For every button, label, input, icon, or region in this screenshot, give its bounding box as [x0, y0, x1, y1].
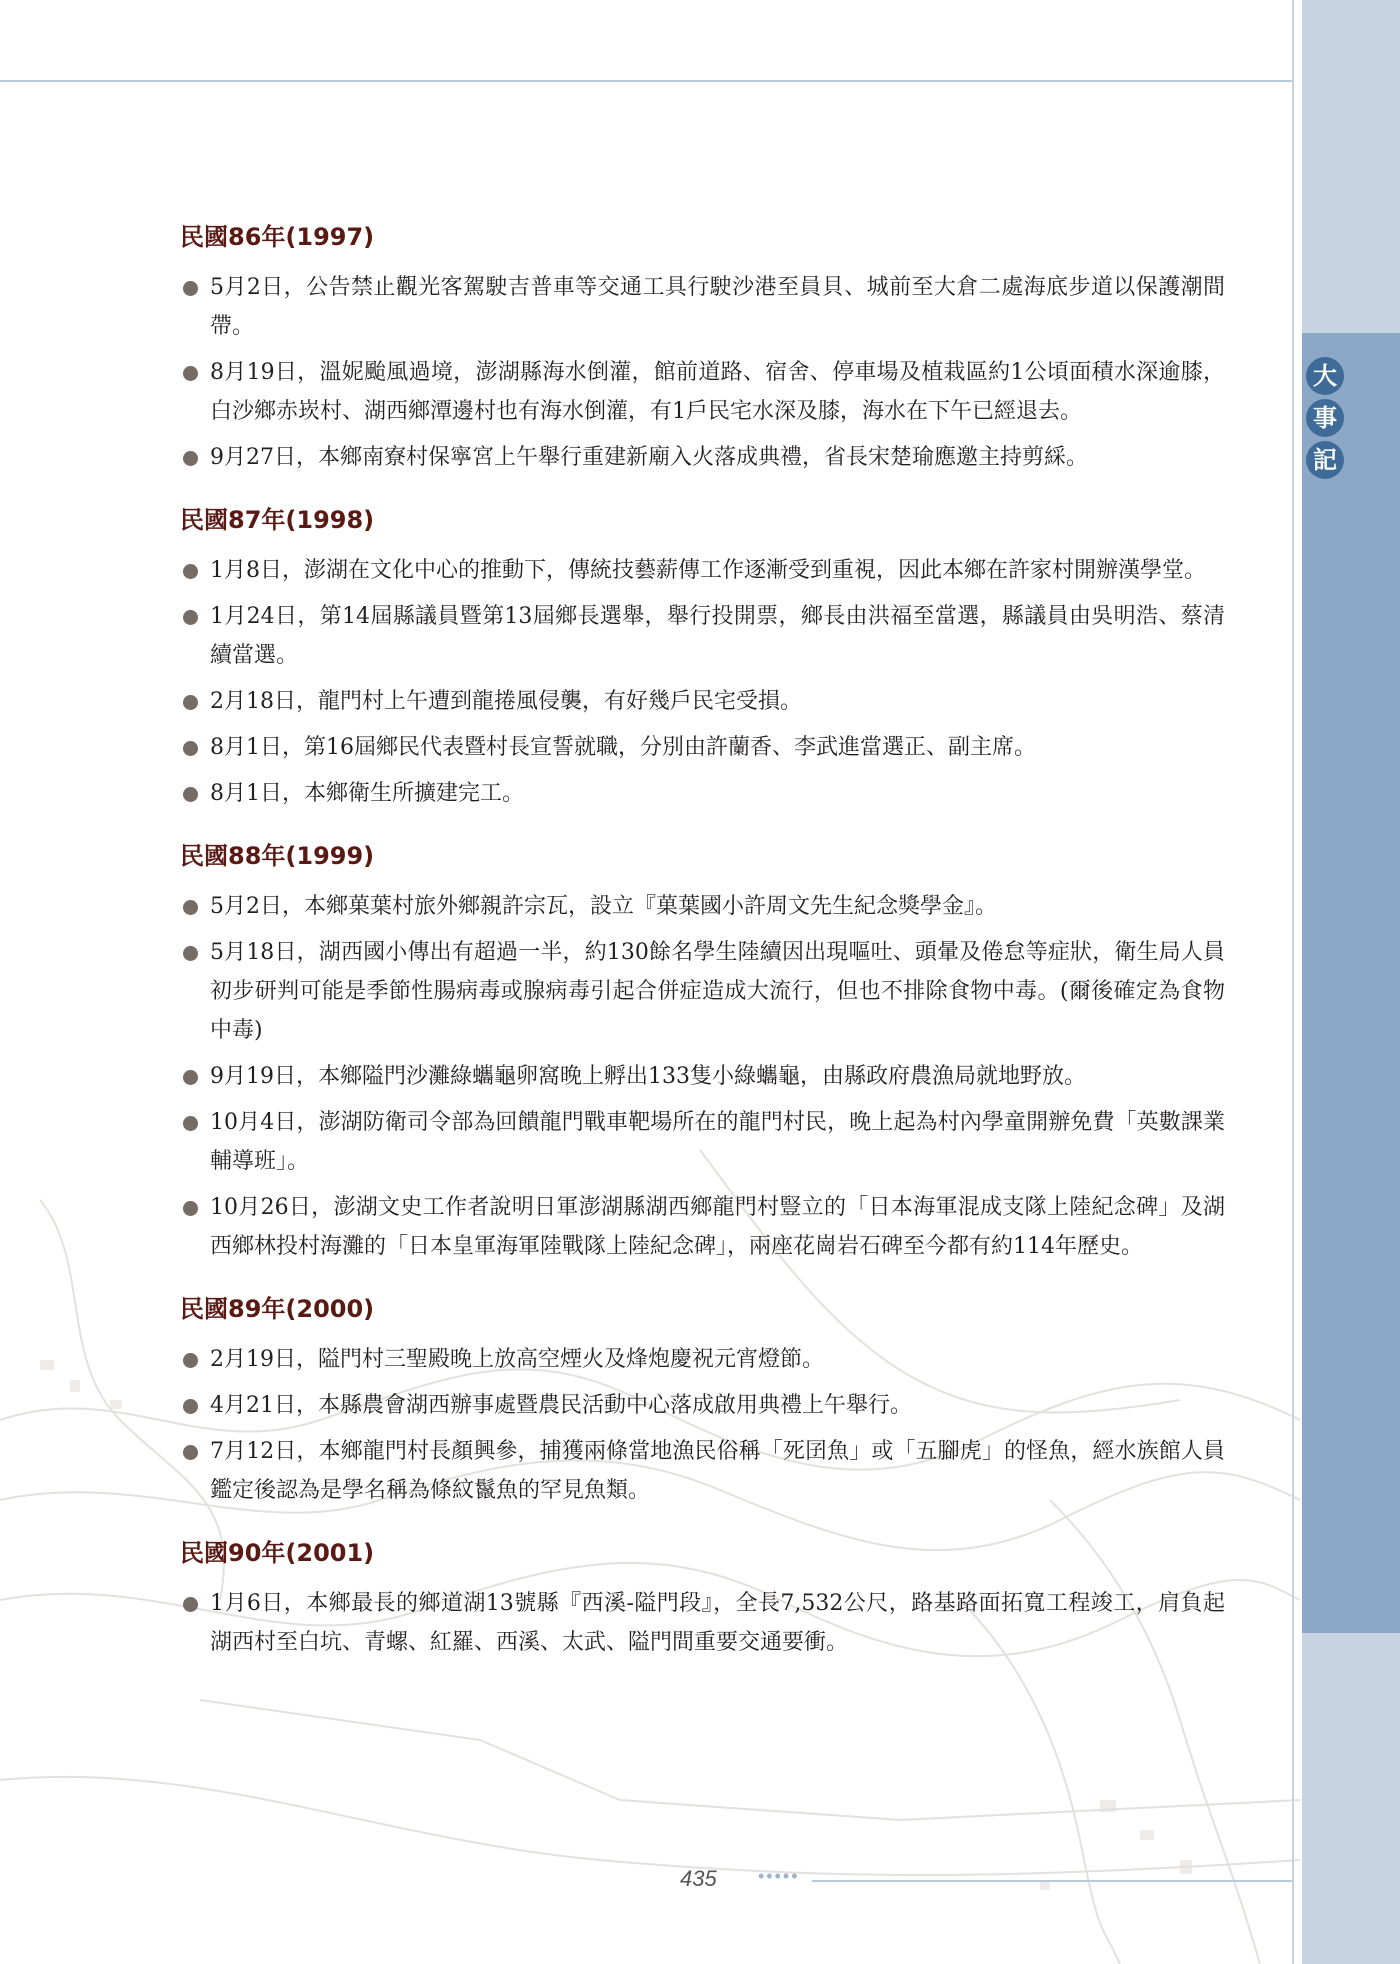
chapter-tab	[1306, 357, 1346, 479]
bullet-icon	[183, 366, 198, 381]
bullet-icon	[183, 695, 198, 710]
list-item	[180, 682, 1225, 721]
entry-text: 10月4日，澎湖防衛司令部為回饋龍門戰車靶場所在的龍門村民，晚上起為村內學童開辦免費「英數課業輔導班」。	[210, 1110, 1225, 1174]
side-panel-highlight	[1302, 333, 1400, 1633]
entry-text: 1月24日，第14屆縣議員暨第13屆鄉長選舉，舉行投開票，鄉長由洪福至當選，縣議員由吳明浩、蔡清續當選。	[210, 604, 1225, 668]
year-section	[180, 1536, 1225, 1662]
entry-text: 8月1日，第16屆鄉民代表暨村長宣誓就職，分別由許蘭香、李武進當選正、副主席。	[210, 735, 1036, 760]
entry-text: 1月6日，本鄉最長的鄉道湖13號縣『西溪-隘門段』，全長7,532公尺，路基路面拓寬工程竣工，肩負起湖西村至白坑、青螺、紅羅、西溪、太武、隘門間重要交通要衝。	[210, 1591, 1225, 1655]
bullet-icon	[183, 1070, 198, 1085]
entry-text: 9月27日，本鄉南寮村保寧宮上午舉行重建新廟入火落成典禮，省長宋楚瑜應邀主持剪綵。	[210, 445, 1088, 470]
entry-text: 8月19日，溫妮颱風過境，澎湖縣海水倒灌，館前道路、宿舍、停車場及植栽區約1公頃面積水深逾膝，白沙鄉赤崁村、湖西鄉潭邊村也有海水倒灌，有1戶民宅水深及膝，海水在下午已經退去。	[210, 360, 1225, 424]
header-rule	[0, 80, 1292, 82]
year-heading: 民國90年(2001)	[180, 1539, 375, 1567]
list-item	[180, 353, 1225, 431]
year-heading: 民國86年(1997)	[180, 223, 375, 251]
chapter-tab-char: 大	[1306, 357, 1344, 395]
bullet-icon	[183, 741, 198, 756]
list-item	[180, 1103, 1225, 1181]
list-item	[180, 1584, 1225, 1662]
bullet-icon	[183, 946, 198, 961]
entry-text: 2月18日，龍門村上午遭到龍捲風侵襲，有好幾戶民宅受損。	[210, 689, 802, 714]
year-heading: 民國87年(1998)	[180, 506, 375, 534]
year-section	[180, 220, 1225, 477]
entry-list	[180, 1584, 1225, 1662]
entry-text: 9月19日，本鄉隘門沙灘綠蠵龜卵窩晚上孵出133隻小綠蠵龜，由縣政府農漁局就地野放。	[210, 1064, 1086, 1089]
footer-dots: •••••	[758, 1866, 800, 1886]
entry-text: 5月2日，本鄉菓葉村旅外鄉親許宗瓦，設立『菓葉國小許周文先生紀念獎學金』。	[210, 894, 997, 919]
entry-text: 4月21日，本縣農會湖西辦事處暨農民活動中心落成啟用典禮上午舉行。	[210, 1393, 912, 1418]
list-item	[180, 1432, 1225, 1510]
footer-rule	[812, 1880, 1292, 1882]
entry-text: 1月8日，澎湖在文化中心的推動下，傳統技藝薪傳工作逐漸受到重視，因此本鄉在許家村開辦漢學堂。	[210, 558, 1206, 583]
entry-text: 5月18日，湖西國小傳出有超過一半，約130餘名學生陸續因出現嘔吐、頭暈及倦怠等症狀，衛生局人員初步研判可能是季節性腸病毒或腺病毒引起合併症造成大流行，但也不排除食物中毒。(爾後確定為食物中毒)	[210, 940, 1225, 1043]
entry-list	[180, 887, 1225, 1266]
year-heading: 民國89年(2000)	[180, 1295, 375, 1323]
bullet-icon	[183, 900, 198, 915]
year-section	[180, 503, 1225, 813]
list-item	[180, 268, 1225, 346]
bullet-icon	[183, 1201, 198, 1216]
list-item	[180, 1386, 1225, 1425]
year-section	[180, 1292, 1225, 1510]
bullet-icon	[183, 1445, 198, 1460]
bullet-icon	[183, 564, 198, 579]
bullet-icon	[183, 1353, 198, 1368]
bullet-icon	[183, 1399, 198, 1414]
bullet-icon	[183, 1597, 198, 1612]
entry-list	[180, 1340, 1225, 1510]
bullet-icon	[183, 281, 198, 296]
entry-text: 7月12日，本鄉龍門村長顏興參，捕獲兩條當地漁民俗稱「死囝魚」或「五腳虎」的怪魚，經水族館人員鑑定後認為是學名稱為條紋鬣魚的罕見魚類。	[210, 1439, 1225, 1503]
year-heading: 民國88年(1999)	[180, 842, 375, 870]
list-item	[180, 1188, 1225, 1266]
list-item	[180, 887, 1225, 926]
bullet-icon	[183, 1116, 198, 1131]
list-item	[180, 774, 1225, 813]
list-item	[180, 1340, 1225, 1379]
list-item	[180, 728, 1225, 767]
list-item	[180, 597, 1225, 675]
year-section	[180, 839, 1225, 1266]
entry-list	[180, 551, 1225, 813]
entry-text: 2月19日，隘門村三聖殿晚上放高空煙火及烽炮慶祝元宵燈節。	[210, 1347, 824, 1372]
right-border-rule	[1292, 0, 1294, 1964]
entry-text: 5月2日，公告禁止觀光客駕駛吉普車等交通工具行駛沙港至員貝、城前至大倉二處海底步道以保護潮間帶。	[210, 275, 1225, 339]
bullet-icon	[183, 451, 198, 466]
bullet-icon	[183, 610, 198, 625]
list-item	[180, 1057, 1225, 1096]
page-number: 435	[680, 1866, 717, 1891]
list-item	[180, 438, 1225, 477]
entry-text: 8月1日，本鄉衛生所擴建完工。	[210, 781, 524, 806]
entry-list	[180, 268, 1225, 477]
chapter-tab-char: 事	[1306, 399, 1344, 437]
bullet-icon	[183, 787, 198, 802]
chronicle-content	[180, 220, 1225, 1688]
list-item	[180, 551, 1225, 590]
list-item	[180, 933, 1225, 1050]
entry-text: 10月26日，澎湖文史工作者說明日軍澎湖縣湖西鄉龍門村豎立的「日本海軍混成支隊上陸紀念碑」及湖西鄉林投村海灘的「日本皇軍海軍陸戰隊上陸紀念碑」，兩座花崗岩石碑至今都有約114年歷史。	[210, 1195, 1225, 1259]
chapter-tab-char: 記	[1306, 441, 1344, 479]
